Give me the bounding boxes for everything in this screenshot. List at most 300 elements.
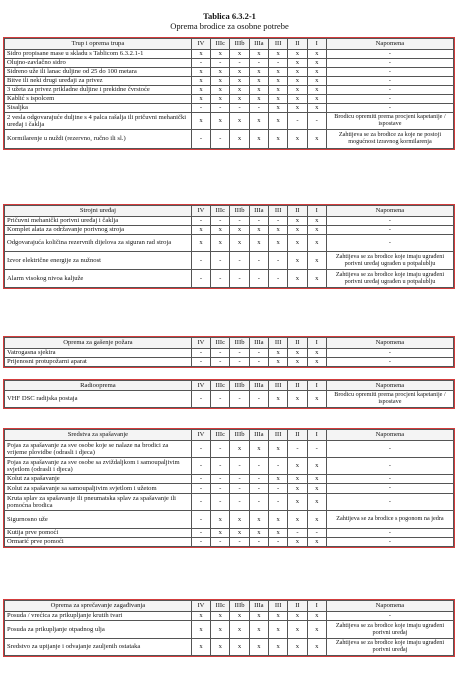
- class-cell: x: [191, 86, 210, 95]
- class-cell: x: [288, 226, 307, 235]
- item-label: Alarm visokog nivoa kaljuže: [5, 270, 192, 288]
- class-cell: x: [288, 59, 307, 68]
- class-cell: x: [269, 86, 288, 95]
- class-cell: x: [269, 95, 288, 104]
- class-cell: -: [191, 104, 210, 113]
- class-cell: x: [269, 529, 288, 538]
- note-cell: -: [326, 612, 453, 621]
- item-label: Vatrogasna sjekira: [5, 349, 192, 358]
- section-header: Oprema za sprečavanje zagađivanja: [5, 601, 192, 612]
- class-cell: x: [211, 113, 230, 130]
- class-cell: x: [269, 235, 288, 252]
- section-header: Sredstva za spašavanje: [5, 430, 192, 441]
- class-cell: -: [249, 358, 268, 367]
- column-header: IIIb: [230, 206, 249, 217]
- table-row: [5, 538, 454, 547]
- note-cell: -: [326, 59, 453, 68]
- class-cell: -: [249, 217, 268, 226]
- class-cell: x: [249, 50, 268, 59]
- class-cell: x: [307, 235, 326, 252]
- class-cell: x: [307, 612, 326, 621]
- note-cell: -: [326, 358, 453, 367]
- class-cell: x: [307, 511, 326, 529]
- table-row: [5, 639, 454, 656]
- class-cell: x: [269, 50, 288, 59]
- class-cell: -: [307, 529, 326, 538]
- section-table: [4, 337, 454, 367]
- class-cell: x: [230, 95, 249, 104]
- note-cell: -: [326, 538, 453, 547]
- item-label: Pojas za spašavanje za sve osobe koje se nalaze na brodici za vrijeme plovidbe (odrasli i djeca): [5, 441, 192, 458]
- class-cell: -: [269, 494, 288, 511]
- column-header: IIIc: [211, 430, 230, 441]
- column-header: IV: [191, 39, 210, 50]
- note-cell: Brodicu opremiti prema procjeni kapetanije / ispostave: [326, 391, 453, 408]
- note-cell: -: [326, 484, 453, 494]
- class-cell: x: [288, 86, 307, 95]
- class-cell: x: [269, 475, 288, 484]
- class-cell: -: [288, 529, 307, 538]
- note-header: Napomena: [326, 430, 453, 441]
- item-label: Kablić s ispolcem: [5, 95, 192, 104]
- note-cell: Zahtijeva se za brodice koje imaju ugrađeni porivni uređaj: [326, 621, 453, 639]
- note-header: Napomena: [326, 206, 453, 217]
- class-cell: x: [249, 441, 268, 458]
- table-row: [5, 349, 454, 358]
- class-cell: x: [269, 68, 288, 77]
- class-cell: x: [288, 68, 307, 77]
- section-header: Strojni uređaj: [5, 206, 192, 217]
- note-cell: -: [326, 349, 453, 358]
- note-cell: -: [326, 494, 453, 511]
- header-row: [5, 338, 454, 349]
- class-cell: x: [211, 50, 230, 59]
- item-label: Izvor električne energije za nužnost: [5, 252, 192, 270]
- class-cell: -: [191, 59, 210, 68]
- class-cell: x: [288, 104, 307, 113]
- class-cell: x: [269, 612, 288, 621]
- item-label: Ormarić prve pomoći: [5, 538, 192, 547]
- class-cell: -: [191, 529, 210, 538]
- class-cell: -: [230, 358, 249, 367]
- class-cell: x: [230, 612, 249, 621]
- column-header: IV: [191, 430, 210, 441]
- table-row: [5, 458, 454, 475]
- class-cell: x: [288, 77, 307, 86]
- class-cell: -: [211, 538, 230, 547]
- class-cell: x: [269, 104, 288, 113]
- column-header: IIIc: [211, 206, 230, 217]
- class-cell: x: [269, 511, 288, 529]
- column-header: IIIa: [249, 381, 268, 391]
- class-cell: -: [288, 113, 307, 130]
- class-cell: x: [191, 50, 210, 59]
- note-cell: Zahtijeva se za brodice za koje ne postoji mogućnost izravnog kormilarenja: [326, 130, 453, 149]
- item-label: Kolut za spašavanje sa samoupaljivim svjetlom i užetom: [5, 484, 192, 494]
- column-header: IIIa: [249, 206, 268, 217]
- column-header: I: [307, 39, 326, 50]
- class-cell: -: [230, 458, 249, 475]
- item-label: Sidro propisane mase u skladu s Tablicom 6.3.2.1-1: [5, 50, 192, 59]
- class-cell: x: [307, 59, 326, 68]
- note-cell: -: [326, 104, 453, 113]
- class-cell: x: [249, 621, 268, 639]
- table-row: [5, 113, 454, 130]
- class-cell: x: [288, 494, 307, 511]
- table-title: Tablica 6.3.2-1: [203, 11, 256, 21]
- class-cell: -: [191, 252, 210, 270]
- class-cell: x: [288, 639, 307, 656]
- class-cell: -: [249, 349, 268, 358]
- class-cell: x: [249, 226, 268, 235]
- table-row: [5, 475, 454, 484]
- note-cell: Zahtijeva se za brodice koje imaju ugrađeni porivni uređaj ugrađen u potpalublju: [326, 252, 453, 270]
- class-cell: x: [307, 104, 326, 113]
- class-cell: x: [269, 391, 288, 408]
- class-cell: x: [288, 349, 307, 358]
- item-label: Sidreno uže ili lanac duljine od 25 do 100 metara: [5, 68, 192, 77]
- class-cell: x: [211, 68, 230, 77]
- table-row: [5, 104, 454, 113]
- class-cell: -: [269, 59, 288, 68]
- item-label: VHF DSC radijska postaja: [5, 391, 192, 408]
- class-cell: x: [191, 226, 210, 235]
- note-header: Napomena: [326, 39, 453, 50]
- table-row: [5, 441, 454, 458]
- column-header: III: [269, 601, 288, 612]
- table-row: [5, 529, 454, 538]
- column-header: IV: [191, 381, 210, 391]
- class-cell: x: [269, 130, 288, 149]
- class-cell: x: [288, 621, 307, 639]
- class-cell: x: [249, 639, 268, 656]
- header-row: [5, 39, 454, 50]
- class-cell: x: [307, 349, 326, 358]
- class-cell: x: [249, 77, 268, 86]
- note-cell: -: [326, 86, 453, 95]
- note-cell: -: [326, 529, 453, 538]
- class-cell: -: [191, 358, 210, 367]
- class-cell: -: [230, 349, 249, 358]
- class-cell: -: [230, 252, 249, 270]
- note-cell: -: [326, 235, 453, 252]
- item-label: 3 užeta za privez prikladne duljine i prekidne čvrstoće: [5, 86, 192, 95]
- item-label: Prijenosni protupožarni aparat: [5, 358, 192, 367]
- note-cell: -: [326, 226, 453, 235]
- class-cell: -: [230, 538, 249, 547]
- column-header: IIIb: [230, 430, 249, 441]
- class-cell: -: [191, 217, 210, 226]
- section-table: [4, 38, 454, 149]
- class-cell: x: [269, 113, 288, 130]
- class-cell: -: [269, 458, 288, 475]
- class-cell: -: [211, 441, 230, 458]
- item-label: Pojas za spašavanje za sve osobe sa zviždaljkom i samoupaljivim svjetlom (odrasli i djeca): [5, 458, 192, 475]
- item-label: Komplet alata za održavanje porivnog stroja: [5, 226, 192, 235]
- class-cell: x: [288, 252, 307, 270]
- class-cell: -: [211, 391, 230, 408]
- class-cell: -: [191, 538, 210, 547]
- column-header: IIIc: [211, 338, 230, 349]
- class-cell: -: [249, 391, 268, 408]
- column-header: IIIb: [230, 39, 249, 50]
- class-cell: -: [307, 441, 326, 458]
- class-cell: -: [249, 484, 268, 494]
- class-cell: -: [230, 217, 249, 226]
- class-cell: x: [211, 226, 230, 235]
- class-cell: x: [230, 68, 249, 77]
- class-cell: x: [307, 484, 326, 494]
- class-cell: x: [307, 50, 326, 59]
- table-row: [5, 217, 454, 226]
- class-cell: -: [191, 391, 210, 408]
- table-row: [5, 95, 454, 104]
- column-header: II: [288, 381, 307, 391]
- class-cell: -: [191, 511, 210, 529]
- class-cell: -: [211, 475, 230, 484]
- class-cell: -: [230, 484, 249, 494]
- column-header: I: [307, 338, 326, 349]
- class-cell: -: [269, 484, 288, 494]
- class-cell: x: [269, 639, 288, 656]
- class-cell: -: [249, 538, 268, 547]
- class-cell: -: [211, 252, 230, 270]
- header-row: [5, 381, 454, 391]
- item-label: Sredstvo za upijanje i odvajanje zauljenih ostataka: [5, 639, 192, 656]
- class-cell: x: [307, 77, 326, 86]
- class-cell: -: [191, 441, 210, 458]
- column-header: IV: [191, 206, 210, 217]
- column-header: II: [288, 39, 307, 50]
- note-cell: Zahtijeva se za brodice s pogonom na jedra: [326, 511, 453, 529]
- class-cell: x: [288, 391, 307, 408]
- class-cell: -: [249, 494, 268, 511]
- class-cell: x: [307, 358, 326, 367]
- table-row: [5, 621, 454, 639]
- header-row: [5, 206, 454, 217]
- table-row: [5, 68, 454, 77]
- class-cell: x: [307, 639, 326, 656]
- class-cell: -: [230, 104, 249, 113]
- class-cell: x: [288, 511, 307, 529]
- table-row: [5, 511, 454, 529]
- class-cell: -: [269, 270, 288, 288]
- class-cell: x: [288, 95, 307, 104]
- class-cell: x: [230, 130, 249, 149]
- class-cell: x: [230, 77, 249, 86]
- class-cell: x: [269, 621, 288, 639]
- class-cell: x: [269, 226, 288, 235]
- table-row: [5, 226, 454, 235]
- column-header: I: [307, 430, 326, 441]
- column-header: II: [288, 338, 307, 349]
- section-header: Oprema za gašenje požara: [5, 338, 192, 349]
- class-cell: x: [211, 639, 230, 656]
- item-label: Kormilarenje u nuždi (rezervno, ručno ili sl.): [5, 130, 192, 149]
- table-row: [5, 391, 454, 408]
- table-row: [5, 494, 454, 511]
- class-cell: x: [307, 538, 326, 547]
- item-label: Odgovarajuća količina rezervnih dijelova za siguran rad stroja: [5, 235, 192, 252]
- table-row: [5, 59, 454, 68]
- table-row: [5, 358, 454, 367]
- class-cell: -: [191, 270, 210, 288]
- item-label: Kolut za spašavanje: [5, 475, 192, 484]
- class-cell: x: [230, 113, 249, 130]
- table-row: [5, 50, 454, 59]
- class-cell: x: [191, 621, 210, 639]
- class-cell: -: [269, 217, 288, 226]
- class-cell: -: [249, 59, 268, 68]
- class-cell: x: [230, 226, 249, 235]
- class-cell: x: [269, 358, 288, 367]
- class-cell: -: [249, 458, 268, 475]
- class-cell: x: [307, 217, 326, 226]
- class-cell: x: [249, 113, 268, 130]
- class-cell: x: [269, 77, 288, 86]
- column-header: III: [269, 430, 288, 441]
- class-cell: x: [269, 441, 288, 458]
- column-header: I: [307, 601, 326, 612]
- class-cell: x: [307, 494, 326, 511]
- class-cell: x: [230, 86, 249, 95]
- class-cell: -: [191, 130, 210, 149]
- class-cell: x: [307, 68, 326, 77]
- class-cell: -: [269, 538, 288, 547]
- class-cell: -: [230, 59, 249, 68]
- class-cell: -: [211, 358, 230, 367]
- column-header: III: [269, 338, 288, 349]
- class-cell: x: [307, 252, 326, 270]
- column-header: II: [288, 206, 307, 217]
- class-cell: x: [211, 77, 230, 86]
- section-0: [3, 37, 455, 150]
- class-cell: -: [211, 130, 230, 149]
- table-row: [5, 252, 454, 270]
- class-cell: -: [211, 349, 230, 358]
- class-cell: -: [191, 458, 210, 475]
- class-cell: x: [230, 529, 249, 538]
- class-cell: x: [191, 639, 210, 656]
- class-cell: x: [230, 621, 249, 639]
- class-cell: x: [249, 130, 268, 149]
- column-header: IIIa: [249, 39, 268, 50]
- class-cell: x: [288, 475, 307, 484]
- class-cell: x: [191, 235, 210, 252]
- class-cell: x: [288, 484, 307, 494]
- section-table: [4, 429, 454, 547]
- table-row: [5, 235, 454, 252]
- table-row: [5, 612, 454, 621]
- class-cell: -: [230, 391, 249, 408]
- class-cell: -: [191, 475, 210, 484]
- column-header: III: [269, 39, 288, 50]
- class-cell: -: [211, 270, 230, 288]
- class-cell: -: [230, 475, 249, 484]
- column-header: II: [288, 430, 307, 441]
- class-cell: -: [211, 217, 230, 226]
- header-row: [5, 601, 454, 612]
- note-cell: -: [326, 95, 453, 104]
- class-cell: -: [249, 475, 268, 484]
- class-cell: -: [249, 270, 268, 288]
- column-header: IIIa: [249, 338, 268, 349]
- note-cell: Brodicu opremiti prema procjeni kapetanije / ispostave: [326, 113, 453, 130]
- class-cell: x: [249, 529, 268, 538]
- note-cell: -: [326, 441, 453, 458]
- class-cell: x: [211, 86, 230, 95]
- class-cell: x: [191, 68, 210, 77]
- section-table: [4, 205, 454, 288]
- item-label: Kutija prve pomoći: [5, 529, 192, 538]
- note-header: Napomena: [326, 338, 453, 349]
- column-header: IIIc: [211, 39, 230, 50]
- class-cell: x: [211, 612, 230, 621]
- class-cell: x: [211, 529, 230, 538]
- class-cell: -: [269, 252, 288, 270]
- column-header: IIIc: [211, 601, 230, 612]
- table-row: [5, 270, 454, 288]
- class-cell: -: [211, 59, 230, 68]
- class-cell: x: [191, 77, 210, 86]
- table-row: [5, 86, 454, 95]
- class-cell: x: [269, 349, 288, 358]
- column-header: I: [307, 206, 326, 217]
- class-cell: x: [307, 95, 326, 104]
- class-cell: -: [211, 104, 230, 113]
- class-cell: x: [288, 235, 307, 252]
- column-header: IIIc: [211, 381, 230, 391]
- column-header: IIIb: [230, 338, 249, 349]
- note-cell: Zahtijeva se za brodice koje imaju ugrađeni porivni uređaj ugrađen u potpalublju: [326, 270, 453, 288]
- class-cell: x: [230, 441, 249, 458]
- class-cell: x: [211, 95, 230, 104]
- class-cell: x: [288, 217, 307, 226]
- class-cell: x: [249, 511, 268, 529]
- item-label: Kruta splav za spašavanje ili pneumatska splav za spašavanje ili pomoćna brodica: [5, 494, 192, 511]
- class-cell: x: [307, 475, 326, 484]
- class-cell: x: [288, 612, 307, 621]
- class-cell: x: [288, 50, 307, 59]
- section-1: [3, 204, 455, 289]
- note-cell: -: [326, 217, 453, 226]
- class-cell: -: [288, 441, 307, 458]
- section-3: [3, 379, 455, 409]
- class-cell: x: [249, 68, 268, 77]
- column-header: IIIa: [249, 430, 268, 441]
- table-row: [5, 484, 454, 494]
- class-cell: x: [249, 235, 268, 252]
- class-cell: x: [230, 50, 249, 59]
- class-cell: x: [249, 95, 268, 104]
- section-table: [4, 600, 454, 656]
- column-header: IIIb: [230, 601, 249, 612]
- class-cell: -: [307, 113, 326, 130]
- class-cell: x: [307, 86, 326, 95]
- note-cell: -: [326, 50, 453, 59]
- class-cell: x: [288, 538, 307, 547]
- header-row: [5, 430, 454, 441]
- item-label: 2 vesla odgovarajuće duljine s 4 palca rašalja ili pričuvni mehanički uređaj i čaklja: [5, 113, 192, 130]
- class-cell: -: [230, 494, 249, 511]
- class-cell: x: [288, 270, 307, 288]
- item-label: Posuda za prikupljanje otpadnog ulja: [5, 621, 192, 639]
- class-cell: x: [288, 358, 307, 367]
- item-label: Sigurnosno uže: [5, 511, 192, 529]
- column-header: IV: [191, 338, 210, 349]
- column-header: IIIa: [249, 601, 268, 612]
- class-cell: x: [211, 235, 230, 252]
